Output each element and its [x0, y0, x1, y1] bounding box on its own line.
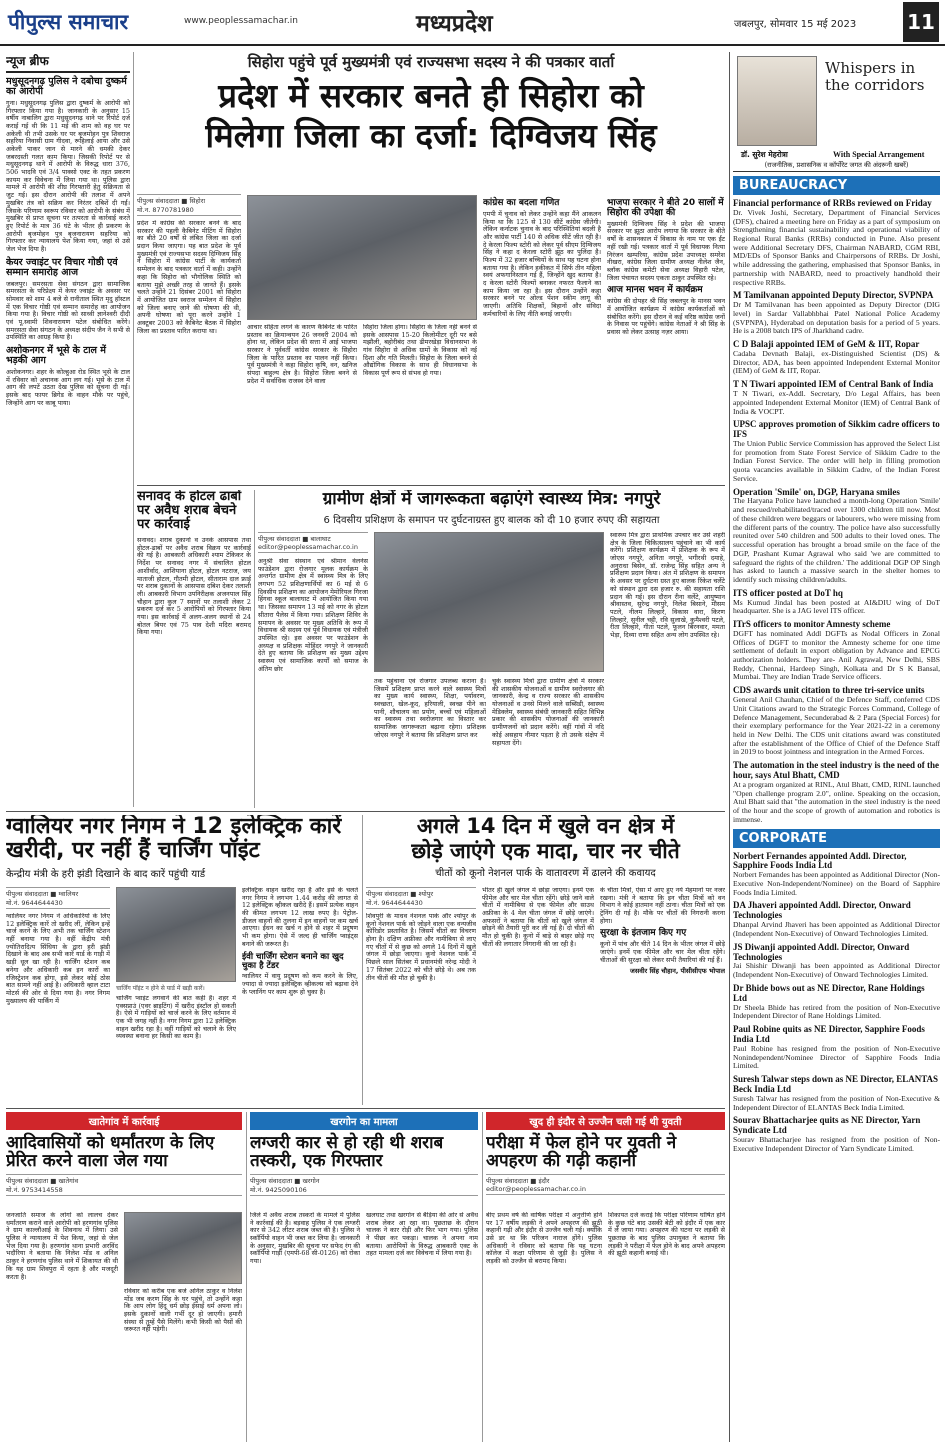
health-headline[interactable]: ग्रामीण क्षेत्रों में जागरूकता बढ़ाएंगे स्वास्थ्य मित्र: नगपुरे — [322, 490, 661, 509]
byline-reporter: पीपुल्स संवाददाता ■ इंदौर — [486, 1176, 550, 1185]
lead-headline-1[interactable]: प्रदेश में सरकार बनते ही सिहोरा को — [218, 76, 644, 115]
whisper-title[interactable]: Norbert Fernandes appointed Addl. Director, Sapphire Foods India Ltd — [733, 850, 907, 871]
whisper-body: Ms Kumud Jindal has been posted at AI&DIU wing of DoT headquarter. She is a JAG level ITS officer. — [733, 597, 940, 616]
liquor-headline[interactable]: लग्जरी कार से हो रही थी शराब तस्करी, एक गिरफ्तार — [250, 1133, 444, 1172]
quote-attribution: जसवीर सिंह चौहान, पीसीसीएफ भोपाल — [630, 967, 725, 976]
abduction-col-1: बीए प्रथम वर्ष की वार्षिक परीक्षा में अनुत्तीर्ण होने पर 17 वर्षीय लड़की ने अपने अपहरण की झूठी कहानी गढ़ी और इंदौर से उज्जैन चली गई। क्योंकि उसे डर था कि परिजन नाराज होंगे। पुलिस अधिकारी ने रविवार को बताया कि यह घटना कॉलेज में कक्षा परिणाम से जुड़ी है। पुलिस ने लड़की को उज्जैन से बरामद किया। — [486, 1212, 602, 1266]
whispers-logo[interactable]: Whispers in the corridors — [825, 59, 925, 94]
gwalior-photo-caption: चार्जिंग पॉइंट न होने से यार्ड में खड़ी कारें। — [116, 985, 205, 992]
whisper-title[interactable]: Suresh Talwar steps down as NE Director, ELANTAS Beck India Ltd — [733, 1074, 939, 1094]
byline-reporter: पीपुल्स संवाददाता ■ श्योपुर — [366, 890, 434, 898]
sub-body: ग्वालियर में वायु प्रदूषण को कम करने के लिए, ज्यादा से ज्यादा इलेक्ट्रिक व्हीकल्स को बढ़ावा देने के प्लानिंग पर काम शुरू हो चुका है। — [242, 972, 358, 996]
byline-mobile: मो.नं. 9644644430 — [366, 899, 423, 907]
lead-byline — [137, 194, 241, 216]
liquor-byline — [250, 1174, 478, 1196]
conversion-byline — [6, 1174, 242, 1196]
byline-reporter: पीपुल्स संवाददाता ■ खातेगांव — [6, 1176, 79, 1185]
health-subhead: 6 दिवसीय प्रशिक्षण के समापन पर दुर्घटनाग्रस्त हुए बालक को दी 10 हजार रुपए की सहायता — [323, 515, 660, 527]
whisper-title[interactable]: Sourav Bhattacharjee quits as NE Director, Yarn Syndicate Ltd — [733, 1115, 921, 1136]
whisper-body: Dhanpal Arvind Jhaveri has been appointed as Additional Director (Independent Non-Executive) of Onward Technologies Limited. — [733, 920, 940, 938]
sub-body: कूनो में पांच और चीते 14 दिन के भीतर जंगल में छोड़े जाएंगे। इनमें एक फीमेल और चार मेल चीता रहेंगे। चीताओं की सुरक्षा को लेकर सभी तैयारियां की गई हैं। — [600, 940, 725, 964]
hotel-headline[interactable]: सनावद के होटल ढाबों पर अवैध शराब बेचने पर कार्रवाई — [137, 490, 242, 533]
whisper-item — [733, 761, 940, 824]
corporate-list — [733, 852, 940, 1154]
whisper-body: Jai Shishir Diwanji has been appointed as Additional Director (Independent Non-Executive) of Onward Technologies Limited. — [733, 961, 940, 980]
whisper-title[interactable]: UPSC approves promotion of Sikkim cadre officers to IFS — [733, 419, 940, 440]
lead-sub-2 — [607, 195, 725, 482]
cheetah-col-1: शिवपुरी के माधव नेशनल पार्क और श्योपुर के कूनो नेशनल पार्क को जोड़ने वाला एक वन्यजीव कॉरिडोर प्रस्तावित है। जिसमें चीतों का विचरण होना है। दक्षिण अफ्रीका और नामीबिया से लाए गए चीतों में से कुछ को अगले 14 दिनों में खुले जंगल में छोड़ा जाएगा। कूनो नेशनल पार्क में पिछले साल सितंबर में प्रधानमंत्री नरेन्द्र मोदी ने 17 सितंबर 2022 को चीते छोड़े थे। अब तक तीन चीतों की मौत हो चुकी है। — [366, 913, 476, 982]
abduction-kicker: खुद ही इंदौर से उज्जैन चली गई थी युवती — [486, 1112, 725, 1130]
brief-title[interactable]: केयर ज्वाइंट पर विचार गोष्ठी एवं सम्मान समारोह आज — [6, 256, 118, 279]
author-photo[interactable] — [737, 56, 817, 146]
whisper-item — [733, 589, 940, 616]
conversion-story — [6, 1112, 242, 1442]
gwalior-byline — [6, 887, 110, 909]
cheetah-byline — [366, 887, 476, 909]
conversion-headline[interactable]: आदिवासियों को धर्मांतरण के लिए प्रेरित करने वाला जेल गया — [6, 1133, 215, 1172]
gwalior-photo[interactable] — [116, 887, 236, 982]
health-story — [258, 490, 725, 808]
whisper-body: Dr M Tamilvanan has been appointed as Deputy Director (DIG level) in Sardar Vallabhbhai Patel National Police Academy (SVPNPA), Hyderabad on deputation basis for a period of 5 years. He is a 2008 batch IPS of Jharkhand cadre. — [733, 300, 940, 336]
whisper-body: The Union Public Service Commission has approved the Select List for promotion from State Forest Service of Sikkim Cadre to the Indian Forest Service. The order will help in filling promotion quota vacancies available in Sikkim Cadre, of the Indian Forest Service. — [733, 439, 940, 483]
byline-email: editor@peoplessamachar.co.in — [258, 543, 358, 551]
sub-body: एमपी में चुनाव को लेकर उन्होंने कहा मैंने आकलन किया था कि 125 से 130 सीटें कांग्रेस जीतेगी। लेकिन कर्नाटक चुनाव के बाद परिस्थितियां बदली है और कांग्रेस पार्टी 140 से अधिक सीटें जीत रही है। दे केरला फिल्म स्टोरी को लेकर पूर्व सीएम दिग्विजय सिंह ने कहा द केरला स्टोरी झूठ का पुलिंदा है। फिल्म में 32 हजार बच्चियों के साथ यह घटना होना बताया गया है। लेकिन हकीकत में सिर्फ तीन महिला स्वयं अफगानिस्तान गई हैं, जिन्होंने खुद बताया है। द केरला स्टोरी फिल्मों बनाकर नफरत फैलाने का काम किया जा रहा है। इस दौरान उन्होंने कहा सरकार बनने पर ओल्ड पेंशन स्कीम लागू की जाएगी। अतिथि शिक्षकों, बिहानों और संविदा कर्मचारियों के लिए नीति बनाई जाएगी। — [483, 209, 601, 318]
conversion-kicker: खातेगांव में कार्रवाई — [6, 1112, 242, 1130]
health-col-4: स्वास्थ्य मित्र द्वारा प्राथमिक उपचार कर उसे शहरी क्षेत्र के जिला चिकित्सालय पहुंचाने का भी कार्य करेंगे। प्रशिक्षण कार्यक्रम में प्रशिक्षक के रूप में जोएस नगपुरे, अनिता नगपुरे, भगीरथी दमाहे, अनुराधा बिसेन, डॉ. राजेन्द्र सिंह सहित अन्य ने प्रशिक्षण प्रदान किया। अंत में प्रशिक्षण के समापन के अवसर पर दुर्घटना ग्रस्त हुए बालक रिंकेश चर्लेटे को संस्थान द्वारा दस हजार रु. की सहायता राशि प्रदान की गई। इस दौरान रीना वर्लेटे, आयुष्मान श्रीवास्तव, सुरेन्द्र नगपुरे, निलेश बिसाने, मौसम पटले, नीलम लिल्हारे, विकास वारा, किरण लिल्हारे, सुनील चट्टी, रवि सुलाखे, कुमैश्वरी पटले, रीता लिल्हारे, गीता पटले, फूलन बिरनवार, ममता भेड़ा, दिव्या राणा सहित अन्य लोग उपस्थित रहे। — [610, 532, 725, 639]
byline-reporter: पीपुल्स संवाददाता ■ ग्वालियर — [6, 890, 79, 898]
brief-item — [6, 346, 130, 407]
whisper-body: The Haryana Police have launched a month-long Operation 'Smile' and rescued/rehabilitated/traced over 1300 children till now. Most of these children were beggars or labourers, who were missing from the different parts of the country. The police have also successfully reunited over 540 children and 500 adults to their loved ones. The successful operation has brought a broad smile on the face of the DGP, Prashant Kumar Agrawal who said 'we are committed to safeguard the rights of the children.' The additional DGP OP Singh has asked to launch a massive search in the shelter homes to identify such missing children/adults. — [733, 496, 940, 584]
masthead-logo[interactable]: पीपुल्स समाचार — [8, 10, 129, 34]
gwalior-subhead: केन्द्रीय मंत्री के हरी झंडी दिखाने के बाद कारें पहुंची यार्ड — [6, 868, 206, 880]
whisper-body: Sourav Bhattacharjee has resigned from the position of Non-Executive Independent Director of Yarn Syndicate Limited. — [733, 1135, 940, 1153]
lead-col-3: सिहोरा जिला होगा। सिहोरा के जिला नहीं बनने से इसके आसपास 15-20 किलोमीटर दूरी पर बसे मझौली, बहोरीबंद तथा ढीमरखेड़ा विधानसभा के गांव सिहोरा से अधिक ग्रामों के विकास को नई दिशा और गति मिलती। सिहोरा के जिला बनने से औद्योगिक विकास के साथ ही विधानसभा के विकास पूर्ण रूप से संभव हो गया। — [363, 324, 477, 378]
byline-email: editor@peoplessamachar.co.in — [486, 1184, 586, 1193]
whisper-title[interactable]: The automation in the steel industry is the need of the hour, says Atul Bhatt, CMD — [733, 760, 940, 781]
whisper-title[interactable]: DA Jhaveri appointed Addl. Director, Onward Technologies — [733, 900, 911, 921]
byline-reporter: पीपुल्स संवाददाता ■ खरगोन — [250, 1176, 320, 1185]
whispers-tagline: (राजनीतिक, प्रशासनिक व कॉर्पोरेट जगत की अंदरूनी खबरें) — [764, 161, 909, 169]
masthead-dateline: जबलपुर, सोमवार 15 मई 2023 — [734, 19, 857, 30]
cheetah-col-3 — [600, 887, 725, 1105]
whispers-author: डॉ. सुरेश मेहरोत्रा — [741, 150, 788, 159]
brief-item — [6, 258, 130, 342]
conversion-col-1: जनजाति समाज के लोगों को लालच देकर धर्मांतरण कराने वाले आरोपी को हरणगांव पुलिस ने ग्राम काल्लौआई के शिवनाथ में लिया। उसे पुलिस ने न्यायालय में पेश किया, जहां से जेल भेज दिया गया है। हरणगांव थाना प्रभारी अरविंद भदौरिया ने बताया कि निलेश मोंड व अनिल ठाकुर ने हरणगांव पुलिस थाने में शिकायत की थी कि यह ग्राम शिवपुरा में रहता है और मजदूरी करता है। — [6, 1212, 118, 1281]
liquor-col-1: जिले में अवैध शराब तस्करों के मामले में पुलिस ने कार्रवाई की है। बड़वाह पुलिस ने एक लग्जरी कार से 342 लीटर शराब जब्त की है। पुलिस ने स्कॉर्पियो वाहन भी जब्त कर लिया है। जानकारी के अनुसार, मुखबिर की सूचना पर सफेद रंग की स्कॉर्पियो गाड़ी (एमपी-68 सी-0126) को रोका गया। — [250, 1212, 360, 1266]
cheetah-col-3-text: के चीता मित्रों, ऐसा में आए हुए नये मेहमानों पर नजर रखना। मंत्री ने बताया कि इन चीता मित्रों को वन विभाग ने कोई हातमान नहीं ठाना। चीता मित्रों को एक ट्रेनिंग दी गई है। मौके पर चीतों की निगरानी करना होगा। — [600, 887, 725, 925]
liquor-kicker: खरगोन का मामला — [250, 1112, 478, 1130]
hotel-body: सनावद। शराब दुकानों व उनके आसपास तथा होटल-ढाबों पर अवैध शराब विक्रय पर कार्रवाई की गई है। आबकारी अधिकारी श्याम टेकिकर के निर्देश पर सनावद नगर में संचालित होटल आशीर्वाद, आशियाना होटल, होटल नटराज, जय माताजी होटल, गौतमी होटल, सीताराम दाल फ्राई पर शराब दुकानों के आसपास दबिश देकर तलाशी ली। आबकारी विभाग उपनिरीक्षक अजनपाल सिंह चौहान द्वारा कुल 7 स्थानों पर तलाशी लेकर 2 प्रकरण दर्ज कर 5 आरोपियों को गिरफ्तार किया गया। इस कार्रवाई में अलग-अलग स्थानों से 24 बोतल बियर एवं 75 पाव देशी मदिरा बरामद किया गया। — [137, 537, 251, 637]
abduction-headline[interactable]: परीक्षा में फेल होने पर युवती ने अपहरण की गढ़ी कहानी — [486, 1133, 677, 1172]
cheetah-story — [366, 815, 725, 1105]
cheetah-subhead: चीतों को कूनो नेशनल पार्क के वातावरण में ढालने की कवायद — [435, 868, 656, 880]
whisper-title[interactable]: Dr Bhide bows out as NE Director, Rane Holdings Ltd — [733, 982, 925, 1003]
whisper-title[interactable]: JS Diwanji appointed Addl. Director, Onward Technologies — [733, 941, 910, 962]
whisper-title[interactable]: Financial performance of RRBs reviewed on Friday — [733, 198, 932, 208]
whisper-title[interactable]: CDS awards unit citation to three tri-service units — [733, 685, 925, 696]
gwalior-story — [6, 815, 358, 1105]
whisper-item — [733, 686, 940, 757]
lead-col-1: प्रदेश में कांग्रेस की सरकार बनने के बाद सरकार की पहली कैबिनेट मीटिंग में सिहोरा का बीते 20 वर्षों से लंबित जिला का दर्जा प्रदान किया जाएगा। यह बात प्रदेश के पूर्व मुख्यमंत्री एवं राज्यसभा सदस्य दिग्विजय सिंह ने सिहोरा में कांग्रेस पार्टी के कार्यकर्ता सम्मेलन के बाद पत्रकार वार्ता में कही। उन्होंने कहा कि सिहोरा को भौगोलिक स्थिति को बताया मुझे अच्छी तरह से जानते हैं। इसके चलते उन्होंने 21 दिसंबर 2001 को सिहोरा में आयोजित ग्राम स्वराज सम्मेलन में सिहोरा को जिला बनाए जाने की घोषणा की थी, अपनी घोषणा को पूरा करने उन्होंने 1 अक्टूबर 2003 को कैबिनेट बैठक में सिहोरा जिला का प्रस्ताव पारित कराया था। — [137, 220, 241, 335]
health-photo[interactable] — [374, 532, 604, 672]
sub-title: सुरक्षा के इंतजाम किए गए — [600, 928, 687, 939]
brief-body: गुना। मधुसूदनगढ़ पुलिस द्वारा दुष्कर्म के आरोपी को गिरफ्तार किया गया है। जानकारी के अनुसार 15 वर्षीय नाबालिग द्वारा मधुसूदनगढ़ थाने पर रिपोर्ट दर्ज कराई गई थी कि 11 मई की शाम को वह घर पर अकेली थी तभी उसके घर पर बृजमोहन पुत्र शिवराज सहरिया निवासी ग्राम गीदवा, रूहिलाई आया और उसे अकेली पाकर जान से मारने की धमकी देकर जबरदस्ती गलत काम किया। जिसकी रिपोर्ट पर से मधुसूदनगढ़ थाने में आरोपी के विरुद्ध धारा 376, 506 भादवि एवं 3/4 पाक्सो एक्ट के तहत प्रकरण कायम कर विवेचना में लिया गया था। पुलिस द्वारा मामले में आरोपी की शीघ्र गिरफ्तारी हेतु सक्रियता से जुट गई। इस दौरान आरोपी की तलाश में अपने मुखबिर तंत्र को सक्रिय कर निरंतर दबिशें दी गईं। जिसके परिणाम स्वरूप रविवार को आरोपी के संबंध में मुखबिर से प्राप्त सूचना पर तत्परता से कार्रवाई करते हुए रिपोर्ट के मात्र 36 घंटे के भीतर ही प्रकरण के आरोपी बृजमोहन पुत्र बृजनारायण सहरिया को गिरफ्तार कर न्यायालय पेश किया गया, जहां से उसे जेल भेज दिया है। — [6, 98, 130, 253]
health-byline — [258, 532, 368, 553]
whisper-title[interactable]: Operation 'Smile' on, DGP, Haryana smiles — [733, 486, 900, 497]
abduction-col-2: शिकायत दर्ज कराई कि परीक्षा परिणाम घोषित होने के कुछ घंटे बाद उसकी बेटी को इंदौर में एक कार में ले जाया गया। अपहरण की घटना पर लड़की से पूछताछ के बाद पुलिस उपायुक्त ने बताया कि लड़की ने परीक्षा में फेल होने के बाद अपने अपहरण की झूठी कहानी बनाई थी। — [608, 1212, 725, 1258]
whisper-title[interactable]: ITrS officers to monitor Amnesty scheme — [733, 619, 891, 629]
whisper-item — [733, 380, 940, 416]
gwalior-col-1: ग्वालियर नगर निगम ने अधिकारियों के लिए 12 इलेक्ट्रिक कारें तो खरीद लीं, लेकिन इन्हें चार्ज करने के लिए अभी तक चार्जिंग स्टेशन नहीं बनाया गया है। वहीं केंद्रीय मंत्री ज्योतिरादित्य सिंधिया के द्वारा हरी झंडी दिखाने के बाद अब सभी कारें यार्ड के गाड़ी में खड़ी धूल खा रही है। चार्जिंग स्टेशन कब बनेगा और अधिकारी कब इन कारों का रजिस्ट्रेशन कब होगा, इसे लेकर कोई ठोस बात सामने नहीं आई है। अधिकारी व्हाल टाटा मोटर्स की ओर से दिया गया है। नगर निगम मुख्यालय की पार्किंग में — [6, 913, 110, 1005]
brief-item — [6, 77, 130, 254]
sub-body: कांग्रेस की दोपहर श्री सिंह जबलपुर के मानस भवन में आयोजित कार्यक्रम में कांग्रेस कार्यकर्ताओं को संबोधित करेंगे। इस दौरान वे कई वरिष्ठ कांग्रेस जनों के निवास पर पहुंचेंगे। कांग्रेस नेताओं ने श्री सिंह के प्रवास को लेकर उत्साह नज़र आया। — [607, 297, 725, 336]
masthead-section: मध्यप्रदेश — [416, 11, 493, 37]
sub-title: भाजपा सरकार ने बीते 20 सालों में सिहोरा की उपेक्षा की — [607, 198, 724, 218]
byline-reporter: पीपुल्स संवाददाता ■ बालाघाट — [258, 535, 331, 543]
corporate-header: CORPORATE — [733, 829, 940, 848]
gwalior-col-3 — [242, 887, 358, 1105]
cheetah-col-2: भीतर ही खुले जंगल में छोड़ा जाएगा। इनमें एक फीमेल और चार मेल चीता रहेंगे। छोड़े जाने वाले चीतों में नामीबिया से एक फीमेल और साउथ अफ्रीका के 4 मेल चीता जंगल में छोड़े जाएंगे। अफसरों ने बताया कि चीतों को खुले जंगल में छोड़ने की तैयारी पूरी कर ली गई है। दो चीतों की मौत हो चुकी है। कूनो में बाड़े से बाहर छोड़े गए चीतों की लगातार निगरानी की जा रही है। — [482, 887, 594, 948]
bureaucracy-header: BUREAUCRACY — [733, 176, 940, 195]
brief-title[interactable]: अशोकनगर में भूसे के टाल में भड़की आग — [6, 345, 106, 367]
whisper-title[interactable]: C D Balaji appointed IEM of GeM & IIT, Ropar — [733, 339, 920, 350]
whisper-body: General Anil Chauhan, Chief of the Defence Staff, conferred CDS Unit Citations award to the Strategic Forces Command, College of Defence Management, Secunderabad & 2 Para (Special Forces) for their exemplary performance for the Year 2021-22 in a ceremony held in New Delhi. The CDS unit citations award was constituted after the establishment of the Office of Chief of the Defence Staff in 2019 to boost jointness and integration in the Armed Forces. — [733, 695, 940, 757]
news-brief-column — [6, 52, 130, 807]
bureaucracy-list — [733, 199, 940, 825]
gwalior-col-2: चार्जिंग प्वाइंट लगवाने की बात कही है। शहर में एक्सप्राउं (एवर ब्राइटिंग) में खरीद इंस्टॉल हो सकती है। ऐसे में गाड़ियों को चार्ज करने के लिए वर्तमान में एक भी जगह नहीं है। नगर निगम द्वारा 12 इलेक्ट्रिक वाहन खरीद रहा है। वहीं गाड़ियों को चलाने के लिए व्यवस्था बनाना हर किसी का काम है। — [116, 995, 236, 1041]
whisper-item — [733, 943, 940, 980]
whisper-item — [733, 1116, 940, 1153]
whisper-item — [733, 488, 940, 585]
whisper-item — [733, 291, 940, 336]
whisper-body: Cadaba Devnath Balaji, ex-Distinguished Scientist (DS) & Director, ADA, has been appointed Independent External Monitor (IEM) of GeM & IIT, Ropar. — [733, 349, 940, 376]
whisper-title[interactable]: ITS officer posted at DoT hq — [733, 587, 843, 598]
abduction-byline — [486, 1174, 725, 1195]
whisper-body: T N Tiwari, ex-Addl. Secretary, D/o Legal Affairs, has been appointed Independent External Monitor (IEM) of Central Bank of India & VOCPT. — [733, 389, 940, 416]
whisper-item — [733, 901, 940, 938]
whisper-title[interactable]: M Tamilvanan appointed Deputy Director, SVPNPA — [733, 290, 934, 301]
whisper-title[interactable]: T N Tiwari appointed IEM of Central Bank of India — [733, 379, 934, 390]
whispers-arrangement: With Special Arrangement — [833, 150, 925, 159]
abduction-story — [486, 1112, 725, 1442]
whispers-column — [733, 52, 940, 1442]
lead-headline-2[interactable]: मिलेगा जिला का दर्जा: दिग्विजय सिंह — [205, 115, 657, 155]
byline-mobile: मो.नं. 9425090106 — [250, 1185, 307, 1194]
lead-photo[interactable] — [247, 195, 477, 320]
whisper-body: DGFT has nominated Addl DGFTs as Nodal Officers in Zonal Offices of DGFT to monitor the Amnesty scheme for one time settlement of default in export obligation by Advance and EPCG authorization holders. They are- Anil Agrawal, New Delhi, SBS Reddy, Chennai, Hardeep Singh, Kolkata and Dr S K Bansal, Mumbai. They are Indian Trade Service officers. — [733, 628, 940, 682]
whisper-body: Paul Robine has resigned from the position of Non-Executive Nonindependent/Nominee Director of Sapphire Foods India Limited. — [733, 1043, 940, 1071]
brief-title[interactable]: मधुसूदनगढ़ पुलिस ने दबोचा दुष्कर्म का आरोपी — [6, 76, 127, 98]
whisper-body: Suresh Talwar has resigned from the position of Non-Executive & Independent Director of ELANTAS Beck India Limited. — [733, 1093, 940, 1112]
whisper-item — [733, 340, 940, 376]
whisper-item — [733, 852, 940, 898]
conversion-photo[interactable] — [124, 1212, 242, 1284]
sub-title: ईवी चार्जिंग स्टेशन बनाने का खुद चुका है टेंडर — [242, 951, 344, 971]
whisper-item — [733, 420, 940, 483]
lead-col-2: आचार संहिता लगने के कारण कैबिनेट के पारित प्रस्ताव का क्रियान्वयन 26 जनवरी 2004 को होना था, लेकिन प्रदेश की सत्ता में आई भाजपा सरकार ने पूर्ववर्ती कांग्रेस सरकार के सिहोरा जिला के पारित प्रस्ताव का पालन नहीं किया। पूर्व मुख्यमंत्री ने कहा सिहोरा कृषि, वन, खनिज संपदा बाहुल्य क्षेत्र है। सिहोरा जिला बनने से प्रदेश में सर्वाधिक राजस्व देने वाला — [247, 324, 357, 385]
sub-title: कांग्रेस का बदला गणित — [483, 198, 560, 208]
brief-body: जबलपुर। समरसता सेवा संगठन द्वारा सामाजिक समरसता के परिप्रेक्ष्य में केयर ज्वाइंट के अवसर पर सोमवार को शाम 4 बजे से रानीताल स्थित मृदु हॉस्टल में एक विचार गोष्ठी एवं सम्मान समारोह का आयोजन किया गया है। विचार गोष्ठी को साध्वी ज्ञानेश्वरी दीदी एवं पू.स्वामी शिवनारायण पटेल संबोधित करेंगे। समरसता सेवा संगठन के अध्यक्ष संदीप जैन ने सभी से उपस्थिति का आग्रह किया है। — [6, 279, 130, 342]
news-brief-label: न्यूज ब्रीफ — [6, 52, 130, 73]
health-col-1: अनुश्री सेवा संस्थान एवं श्रीमान वेलनेस फाउंडेशन द्वारा रोजगार मूलक कार्यक्रम के अन्तर्गत ग्रामीण क्षेत्र में स्वास्थ्य मित्र के लिए लगभग 52 प्रशिक्षणार्थियों का 6 मई से 6 दिवसीय प्रशिक्षण का आयोजन मेमोरियल गिरजा हिंगवा स्कूल बालाघाट में आयोजित किया गया था। जिसका समापन 13 मई को नगर के होटल सीतारा पैलेस में किया गया। प्रशिक्षण शिविर के समापन के अवसर पर मुख्य अतिथि के रूप में विधायक श्री सदस्य एवं पूर्व विधायक एवं मंत्रीजी उपस्थित रहे। इस अवसर पर फाउंडेशन के अध्यक्ष व प्रशिक्षक मोहिंदर नगपुरे ने जानकारी देते हुए बताया कि प्रशिक्षण का मुख्य उद्देश्य स्वास्थ्य एवं सामाजिक कार्यों को समाज के अंतिम छोर — [258, 558, 368, 673]
cheetah-headline-2[interactable]: छोड़े जाएंगे एक मादा, चार नर चीते — [411, 838, 680, 863]
gwalior-col-3-text: इलेक्ट्रिक वाहन खरीद रहा है और इसे के चलते नगर निगम ने लगभग 1.44 करोड़ की लागत से 12 इलेक्ट्रिक व्हीकल खरीदे हैं। इसमें प्रत्येक वाहन की कीमत लगभग 12 लाख रुपए है। पेट्रोल-डीजल वाहनों की तुलना में इन वाहनों पर कम खर्च आएगा। ईंधन का खर्च न होने से शहर में प्रदूषण भी कम होगा। ऐसे में जल्द ही चार्जिंग प्वाइंट्स बनाने की जरूरत है। — [242, 887, 358, 948]
lead-story — [137, 52, 725, 482]
whisper-item — [733, 1075, 940, 1112]
gwalior-headline[interactable]: ग्वालियर नगर निगम ने 12 इलेक्ट्रिक कारें खरीदी, पर नहीं हैं चार्जिंग पॉइंट — [6, 815, 342, 863]
whisper-title[interactable]: Paul Robine quits as NE Director, Sapphire Foods India Ltd — [733, 1024, 925, 1044]
byline-mobile: मो.नं. 9644644430 — [6, 899, 63, 907]
conversion-col-2: रविवार को करीब एक बजे अनिल ठाकुर व निलेश मोंड जब करण सिंह के घर पहुंचे, तो उन्होंने कहा कि आप लोग हिंदू धर्म छोड़ ईसाई धर्म अपना लो। इसके दुकानों वाली गर्भी दूर हो जाएगी। हमारी संस्था से तुम्हें पैसे मिलेंगे। कभी किसी को पैसों की जरूरत नहीं पड़ेगी। — [124, 1288, 242, 1334]
whisper-item — [733, 984, 940, 1021]
sub-title: आज मानस भवन में कार्यक्रम — [607, 285, 703, 296]
liquor-col-2: खलघाट तथा खरगोन से बैड़िया की ओर से अवैध शराब लेकर आ रहा था। पूछताछ के दौरान चालक ने कार रोड़ी और फिर भाग गया। पुलिस ने पीछा कर पकड़ा। चालक ने अपना नाम बताया। आरोपियों के विरुद्ध आबकारी एक्ट के तहत मामला दर्ज कर विवेचना में लिया गया है। — [366, 1212, 478, 1258]
byline-reporter: पीपुल्स संवाददाता ■ सिहोरा — [137, 197, 206, 205]
whisper-body: Norbert Fernandes has been appointed as Additional Director (Non-Executive Non-Independent/Nominee) on the Board of Sapphire Foods India Limited. — [733, 870, 940, 897]
whisper-item — [733, 620, 940, 682]
cheetah-headline-1[interactable]: अगले 14 दिन में खुले वन क्षेत्र में — [416, 815, 675, 838]
whispers-banner — [733, 52, 940, 172]
health-col-3: चुके स्वास्थ्य मित्रों द्वारा ग्रामीण क्षेत्रों में सरकार की शासकीय योजनाओं व ग्रामीण स्वरोजगार की जानकारी, केन्द्र व राज्य सरकार की शासकीय योजनाओं व उनसे मिलने वाले सब्सिडी, स्वास्थ्य मेडिक्लेम, स्वास्थ्य संबंधी जानकारी सहित विभिन्न प्रकार की शासकीय योजनाओं की जानकारी ग्रामीणजनों को प्रदान करेंगे। वहीं गांवों में नदि कोई असहाय नीमार पड़ता है तो उसके संक्षेप में सहायता देंगे। — [492, 678, 604, 747]
sub-body: मुख्यमंत्री दिग्विजय सिंह ने प्रदेश की भाजपा सरकार पर झूठा आरोप लगाया कि सरकार के बीते वर्षों के शासनकाल में विकास के नाम पर एक ईंट नहीं रखी गई। पत्रकार वार्ता में पूर्व विधायक नित्या निरंजन खम्परिया, कांग्रेस प्रदेश उपाध्यक्ष समरेश नीखरा, कांग्रेस जिला ग्रामीण अध्यक्ष नीलेश जैन, ब्लॉक कांग्रेस कमेटी सेवा अध्यक्ष विहारी पटेल, जिला पंचायत सदस्य एकता ठाकुर उपस्थित रहे। — [607, 219, 725, 282]
whisper-body: Dr. Vivek Joshi, Secretary, Department of Financial Services (DFS), chaired a meeting here on Friday as a part of symposium on Strengthening financial sustainability and operational viability of Regional Rural Banks (RRBs) conducted in Pune. Also present were Additional Secretary DFS, Chairman NABARD, CGM RBI, MD/EDs of Sponsor Banks and Chairpersons of RRBs. Dr Joshi, while addressing the gathering, emphasised that Sponsor Banks, in partnership with NABARD, need to proactively handhold their respective RRBs. — [733, 207, 940, 287]
masthead-website[interactable]: www.peoplessamachar.in — [184, 16, 298, 26]
health-col-2: तक पहुंचाना एवं रोजगार उपलब्ध कराना है। जिसमें प्रशिक्षण प्राप्त करने वाले स्वास्थ्य मित्रों का मुख्य कार्य स्वास्थ्य, शिक्षा, पर्यावरण, स्वच्छता, खेल-कूद, हरियाली, स्वच्छ पीने का पानी, शौचालय का प्रयोग, बच्चों एवं महिलाओं का स्वास्थ्य तथा स्वरोजगार का विस्तार कर सामाजिक जागरूकता बढ़ाना रहेगा। प्रशिक्षक जोएस नगपुरे ने बताया कि प्रशिक्षण प्राप्त कर — [374, 678, 486, 739]
whisper-body: Dr Sheela Bhide has retired from the position of Non-Executive Independent Director of Rane Holdings Limited. — [733, 1002, 940, 1021]
page-number: 11 — [903, 2, 939, 42]
byline-mobile: मो.न. 8770781980 — [137, 206, 194, 214]
liquor-story — [250, 1112, 478, 1442]
whisper-body: At a program organized at RINL, Atul Bhatt, CMD, RINL launched "Open challenge program 2.0", online. Speaking on the occasion, Atul Bhatt said that "the automation in the steel industry is the need of the hour and the scope of growth of automation and robotics is immense. — [733, 779, 940, 824]
hotel-story — [137, 490, 251, 808]
byline-mobile: मो.नं. 9753414558 — [6, 1185, 63, 1194]
lead-sub-1 — [483, 195, 601, 482]
brief-body: अशोकनगर। शहर के कोल्हुआ रोड स्थित भूसे के टाल में रविवार को अचानक आग लग गई। भूसे के टाल में आग की लपटें उठता देख पुलिस को सूचना दी गई। इसके बाद फायर ब्रिगेड के वाहन मौके पर पहुंचे, जिन्होंने आग पर काबू पाया। — [6, 367, 130, 407]
whisper-item — [733, 199, 940, 287]
lead-kicker: सिहोरा पहुंचे पूर्व मुख्यमंत्री एवं राज्यसभा सदस्य ने की पत्रकार वार्ता — [247, 53, 615, 71]
whisper-item — [733, 1025, 940, 1071]
masthead — [0, 0, 945, 46]
